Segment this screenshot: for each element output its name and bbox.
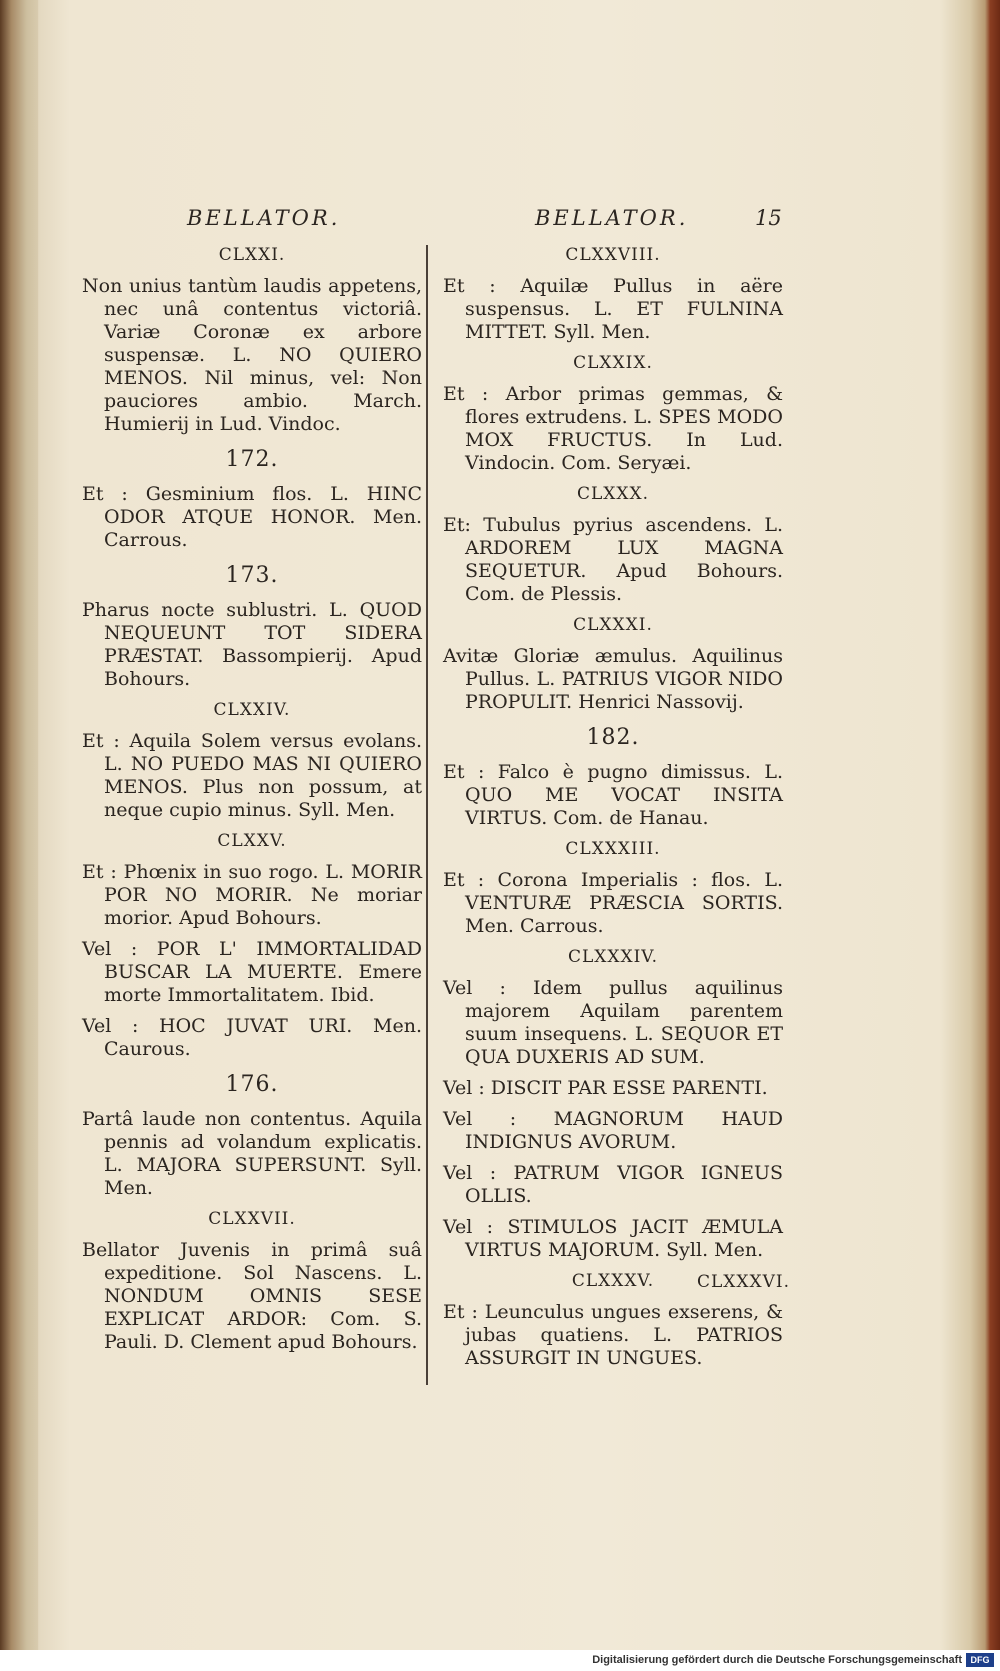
emblem-entry: Et : Falco è pugno dimissus. L. QUO ME VOCAT INSITA VIRTUS. Com. de Hanau. [443,761,783,829]
entry-number: 176. [225,1072,279,1097]
book-page [40,10,970,1640]
emblem-entry: Et : Arbor primas gemmas, & flores extrudens. L. SPES MODO MOX FRUCTUS. In Lud. Vindocin. Com. Seryæi. [443,383,783,474]
emblem-entry: Et : Gesminium flos. L. HINC ODOR ATQUE HONOR. Men. Carrous. [82,483,422,551]
digitization-footer [0,1650,1000,1671]
entry-number: CLXXXI. [573,615,653,635]
entry-number: CLXXIV. [213,700,291,720]
running-head-left: BELLATOR. [187,206,341,230]
emblem-entry: Vel : STIMULOS JACIT ÆMULA VIRTUS MAJORUM. Syll. Men. [443,1216,783,1261]
emblem-entry: Non unius tantùm laudis appetens, nec unâ contentus victoriâ. Variæ Coronæ ex arbore suspensæ. L. NO QUIERO MENOS. Nil minus, vel: Non pauciores ambio. March. Humierij in Lud. Vindoc. [82,275,422,435]
emblem-entry: Bellator Juvenis in primâ suâ expeditione. Sol Nascens. L. NONDUM OMNIS SESE EXPLICAT ARDOR: Com. S. Pauli. D. Clement apud Bohours. [82,1239,422,1353]
adjacent-page-edge [0,0,38,1650]
entry-number: 182. [586,725,640,750]
entry-number: CLXXXIV. [567,947,659,967]
catchword: CLXXXVI. [697,1272,790,1292]
emblem-entry: Vel : POR L' IMMORTALIDAD BUSCAR LA MUERTE. Emere morte Immortalitatem. Ibid. [82,938,422,1006]
emblem-entry: Et : Phœnix in suo rogo. L. MORIR POR NO MORIR. Ne moriar morior. Apud Bohours. [82,861,422,929]
emblem-entry: Partâ laude non contentus. Aquila pennis ad volandum explicatis. L. MAJORA SUPERSUNT. Syll. Men. [82,1108,422,1199]
emblem-entry: Et: Tubulus pyrius ascendens. L. ARDOREM LUX MAGNA SEQUETUR. Apud Bohours. Com. de Plessis. [443,514,783,605]
entry-number: CLXXX. [576,484,649,504]
emblem-entry: Et : Aquilæ Pullus in aëre suspensus. L. ET FULNINA MITTET. Syll. Men. [443,275,783,343]
emblem-entry: Pharus nocte sublustri. L. QUOD NEQUEUNT TOT SIDERA PRÆSTAT. Bassompierij. Apud Bohours. [82,599,422,690]
entry-number: CLXXVIII. [565,245,661,265]
entry-number: CLXXIX. [573,353,653,373]
left-column [82,240,422,1362]
emblem-entry: Vel : HOC JUVAT URI. Men. Caurous. [82,1015,422,1060]
entry-number: 172. [225,447,279,472]
entry-number: CLXXI. [218,245,286,265]
right-column [443,240,783,1378]
emblem-entry: Et : Leunculus ungues exserens, & jubas quatiens. L. PATRIOS ASSURGIT IN UNGUES. [443,1301,783,1369]
emblem-entry: Avitæ Gloriæ æmulus. Aquilinus Pullus. L. PATRIUS VIGOR NIDO PROPULIT. Henrici Nassovij. [443,645,783,713]
emblem-entry: Et : Corona Imperialis : flos. L. VENTURÆ PRÆSCIA SORTIS. Men. Carrous. [443,869,783,937]
emblem-entry: Vel : Idem pullus aquilinus majorem Aquilam parentem suum insequens. L. SEQUOR ET QUA DUXERIS AD SUM. [443,977,783,1068]
emblem-entry: Vel : MAGNORUM HAUD INDIGNUS AVORUM. [443,1108,783,1153]
page-number: 15 [755,206,782,230]
entry-number: CLXXV. [217,831,287,851]
entry-number: 173. [225,563,279,588]
entry-number: CLXXXIII. [565,839,661,859]
emblem-entry: Vel : DISCIT PAR ESSE PARENTI. [443,1077,768,1099]
emblem-entry: Vel : PATRUM VIGOR IGNEUS OLLIS. [443,1162,783,1207]
running-head-right: BELLATOR. [535,206,689,230]
entry-number: CLXXXV. [571,1271,655,1291]
emblem-entry: Et : Aquila Solem versus evolans. L. NO PUEDO MAS NI QUIERO MENOS. Plus non possum, at neque cupio minus. Syll. Men. [82,730,422,821]
footer-credit: Digitalisierung gefördert durch die Deutsche Forschungsgemeinschaft [592,1654,962,1666]
entry-number: CLXXVII. [208,1209,296,1229]
column-divider [426,245,428,1385]
dfg-logo: DFG [966,1653,994,1667]
